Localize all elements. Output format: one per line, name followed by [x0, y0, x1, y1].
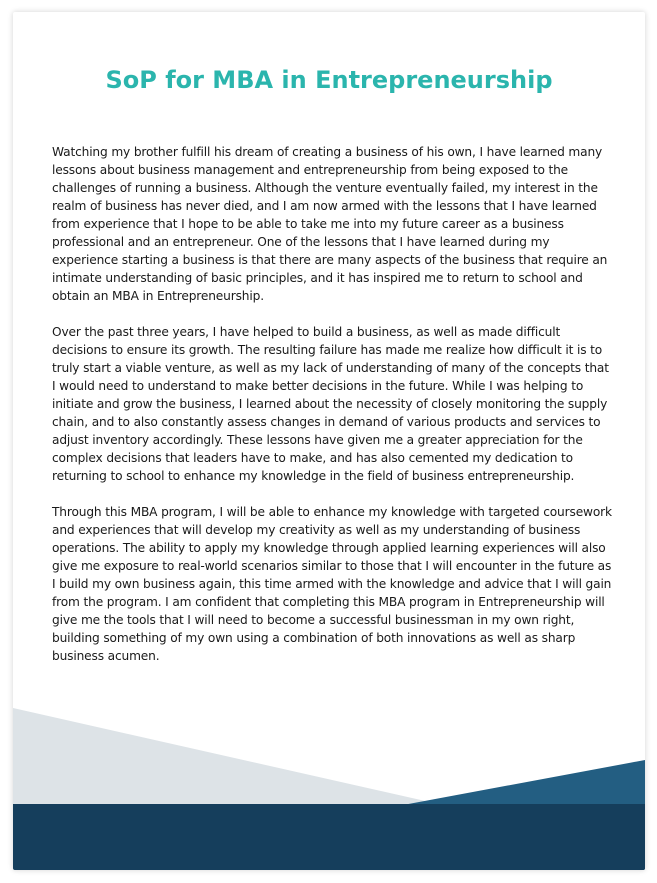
- paragraph-2: Over the past three years, I have helped to build a business, as well as made difficult decisions to ensure its growth. The resulting failure has made me realize how difficult it is to truly start a viable venture, as well as my lack of understanding of many of the concepts that I would need to understand to make better decisions in the future. While I was helping to initiate and grow the business, I learned about the necessity of closely monitoring the supply chain, and to also constantly assess changes in demand of various products and services to adjust inventory accordingly. These lessons have given me a greater appreciation for the complex decisions that leaders have to make, and has also cemented my dedication to returning to school to enhance my knowledge in the field of business entrepreneurship.: [52, 325, 609, 483]
- paragraph-3: Through this MBA program, I will be able to enhance my knowledge with targeted coursework and experiences that will develop my creativity as well as my understanding of business operations. The ability to apply my knowledge through applied learning experiences will also give me exposure to real-world scenarios similar to those that I will encounter in the future as I build my own business again, this time armed with the knowledge and advice that I will gain from the program. I am confident that completing this MBA program in Entrepreneurship will give me the tools that I will need to become a successful businessman in my own right, building something of my own using a combination of both innovations as well as sharp business acumen.: [52, 505, 612, 663]
- footer-navy-band: [13, 804, 645, 870]
- footer-decoration: [13, 12, 645, 870]
- document-title: SoP for MBA in Entrepreneurship: [105, 66, 553, 94]
- document-page: [13, 12, 645, 870]
- paragraph-1: Watching my brother fulfill his dream of creating a business of his own, I have learned many lessons about business management and entrepreneurship from being exposed to the challenges of running a business. Although the venture eventually failed, my interest in the realm of business has never died, and I am now armed with the lessons that I have learned from experience that I hope to be able to take me into my future career as a business professional and an entrepreneur. One of the lessons that I have learned during my experience starting a business is that there are many aspects of the business that require an intimate understanding of basic principles, and it has inspired me to return to school and obtain an MBA in Entrepreneurship.: [52, 145, 608, 303]
